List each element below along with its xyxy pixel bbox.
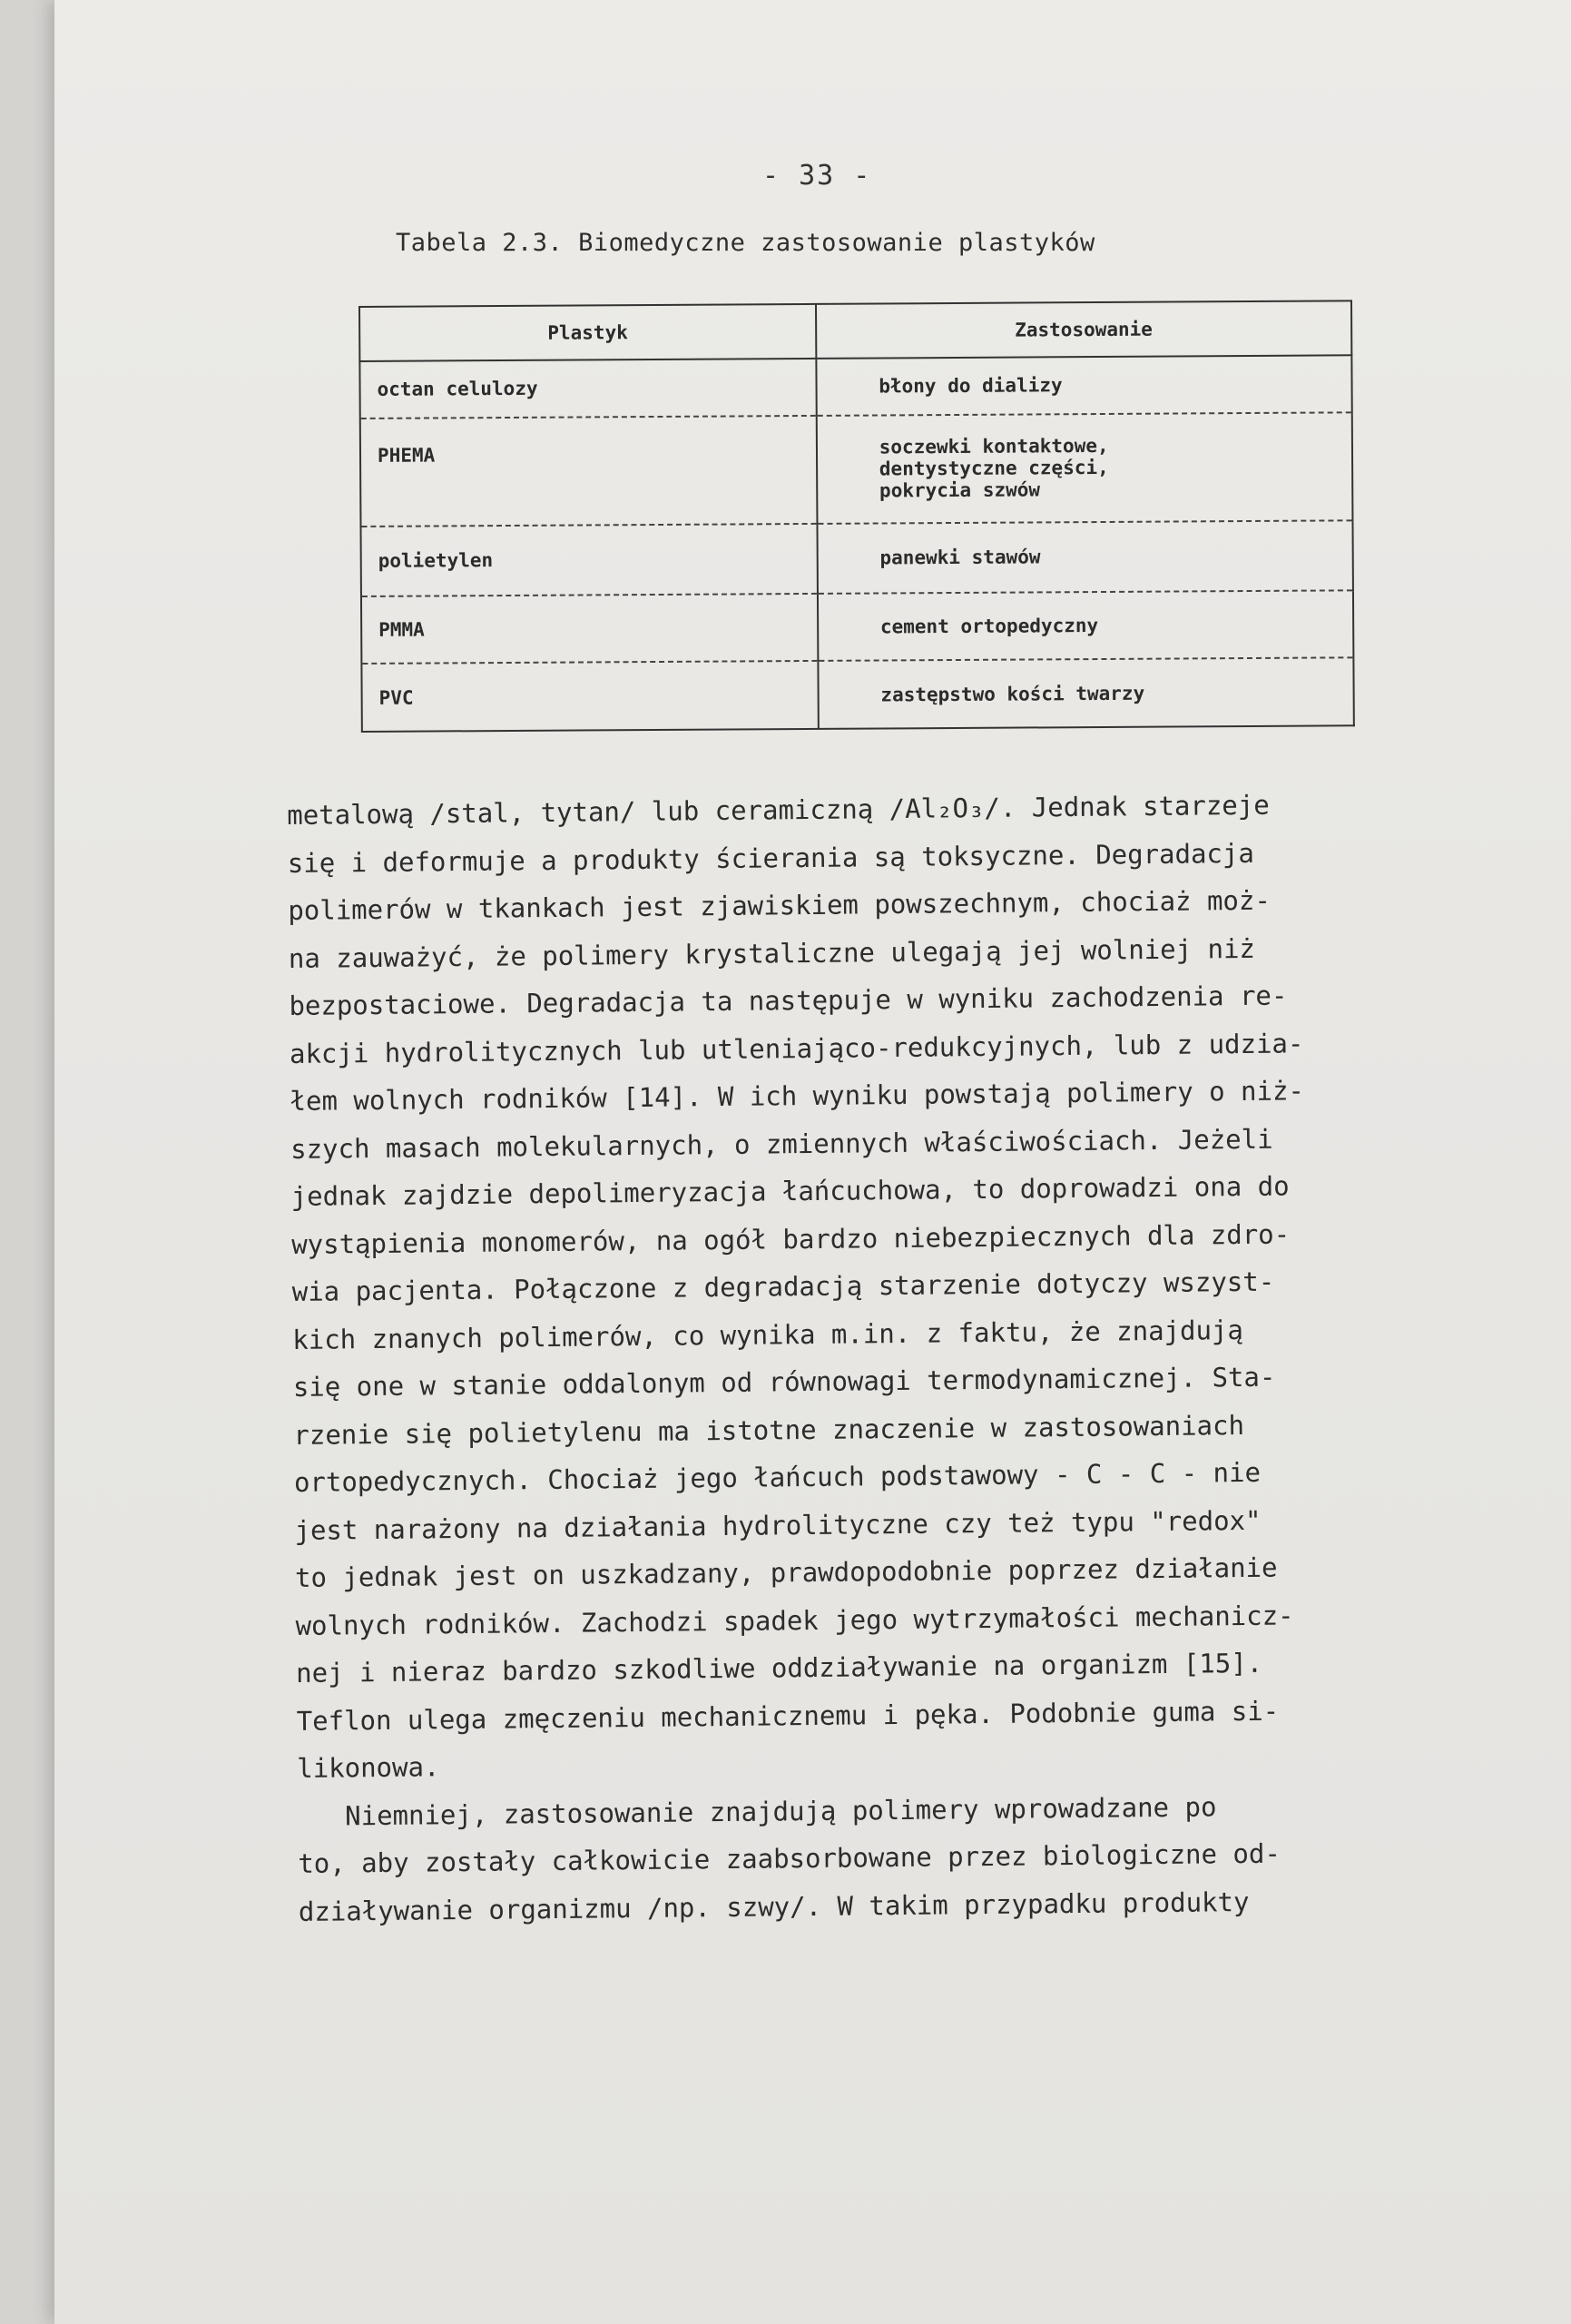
text-line: wystąpienia monomerów, na ogół bardzo niebezpiecznych dla zdro- xyxy=(291,1217,1291,1260)
text-line: wia pacjenta. Połączone z degradacją starzenie dotyczy wszyst- xyxy=(291,1265,1275,1307)
table-row xyxy=(360,412,1353,527)
cell-plastic: polietylen xyxy=(360,524,817,596)
cell-plastic: PVC xyxy=(361,661,818,732)
text-line: Niemniej, zastosowanie znajdują polimery wprowadzane po xyxy=(297,1790,1217,1832)
text-line: na zauważyć, że polimery krystaliczne ulegają jej wolniej niż xyxy=(288,932,1256,974)
cell-application: panewki stawów xyxy=(817,520,1353,593)
text-line: polimerów w tkankach jest zjawiskiem powszechnym, chociaż moż- xyxy=(288,884,1271,926)
text-line: jest narażony na działania hydrolityczne czy też typu "redox" xyxy=(294,1504,1262,1546)
table-row xyxy=(361,590,1353,664)
header-zastosowanie: Zastosowanie xyxy=(816,300,1352,359)
text-line: to jednak jest on uszkadzany, prawdopodobnie poprzez działanie xyxy=(294,1551,1278,1593)
cell-application: soczewki kontaktowe, dentystyczne części, pokrycia szwów xyxy=(817,412,1353,524)
table-header-row xyxy=(359,300,1351,361)
biomedical-plastics-table xyxy=(358,300,1355,733)
text-line: jednak zajdzie depolimeryzacja łańcuchowa, to doprowadzi ona do xyxy=(290,1170,1290,1212)
text-line: to, aby zostały całkowicie zaabsorbowane przez biologiczne od- xyxy=(298,1837,1281,1879)
text-line: wolnych rodników. Zachodzi spadek jego wytrzymałości mechanicz- xyxy=(295,1599,1294,1641)
text-line: bezpostaciowe. Degradacja ta następuje w wyniku zachodzenia re- xyxy=(289,980,1288,1021)
body-text xyxy=(287,778,1571,1935)
table-row xyxy=(360,520,1352,596)
text-line: nej i nieraz bardzo szkodliwe oddziaływanie na organizm [15]. xyxy=(295,1647,1263,1689)
table-caption: Tabela 2.3. Biomedyczne zastosowanie plastyków xyxy=(396,229,1095,257)
text-line: się one w stanie oddalonym od równowagi termodynamicznej. Sta- xyxy=(292,1361,1276,1403)
cell-plastic: PHEMA xyxy=(360,416,817,527)
text-line: się i deformuje a produkty ścierania są toksyczne. Degradacja xyxy=(287,837,1254,879)
header-plastyk: Plastyk xyxy=(359,304,816,361)
text-line: działywanie organizmu /np. szwy/. W takim przypadku produkty xyxy=(298,1886,1250,1927)
text-line: szych masach molekularnych, o zmiennych właściwościach. Jeżeli xyxy=(290,1123,1273,1165)
table-row xyxy=(359,355,1351,418)
text-line: akcji hydrolitycznych lub utleniająco-redukcyjnych, lub z udzia- xyxy=(289,1027,1304,1069)
cell-application: błony do dializy xyxy=(816,355,1352,415)
document-page xyxy=(54,0,1571,2324)
text-line: Teflon ulega zmęczeniu mechanicznemu i pęka. Podobnie guma si- xyxy=(296,1695,1280,1737)
text-line: kich znanych polimerów, co wynika m.in. z faktu, że znajdują xyxy=(292,1314,1244,1355)
cell-application: cement ortopedyczny xyxy=(818,590,1354,661)
cell-plastic: PMMA xyxy=(361,593,818,664)
cell-application: zastępstwo kości twarzy xyxy=(818,658,1354,729)
text-line: likonowa. xyxy=(297,1751,440,1784)
text-line: łem wolnych rodników [14]. W ich wyniku powstają polimery o niż- xyxy=(290,1075,1305,1117)
text-line: ortopedycznych. Chociaż jego łańcuch podstawowy - C - C - nie xyxy=(293,1456,1262,1498)
text-line: metalową /stal, tytan/ lub ceramiczną /Al₂O₃/. Jednak starzeje xyxy=(287,789,1270,831)
text-line: rzenie się polietylenu ma istotne znaczenie w zastosowaniach xyxy=(293,1409,1245,1451)
cell-plastic: octan celulozy xyxy=(359,359,816,419)
table-container xyxy=(358,300,1355,733)
page-number: - 33 - xyxy=(762,160,872,192)
table-row xyxy=(361,658,1353,732)
